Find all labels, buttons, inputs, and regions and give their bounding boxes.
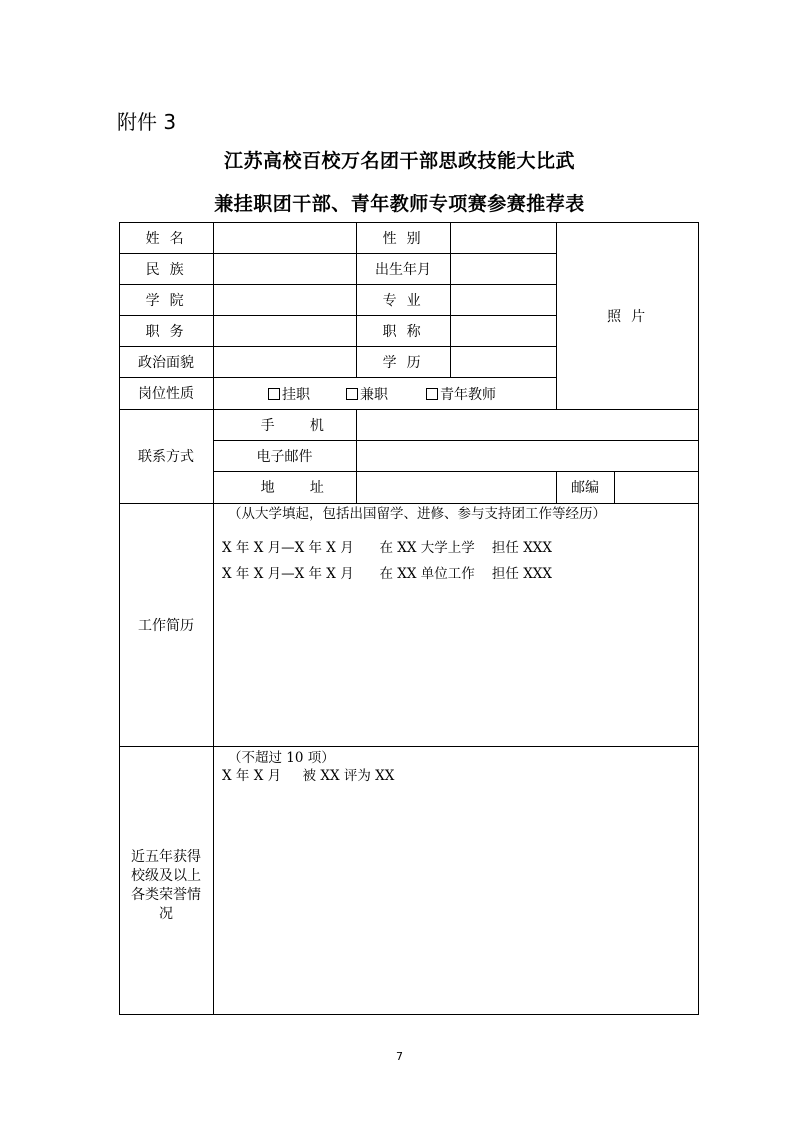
checkbox-icon [346, 388, 358, 400]
honors-hint: （不超过 10 项） [228, 750, 335, 766]
input-birth[interactable] [450, 253, 556, 284]
input-position[interactable] [213, 315, 356, 346]
honors-field[interactable] [214, 747, 698, 1014]
label-name: 姓 名 [145, 230, 187, 247]
input-education[interactable] [450, 346, 556, 377]
input-email[interactable] [356, 440, 699, 471]
checkbox-icon [426, 388, 438, 400]
resume-hint: （从大学填起，包括出国留学、进修、参与支持团工作等经历） [228, 506, 606, 522]
input-gender[interactable] [450, 222, 556, 253]
label-contact: 联系方式 [138, 449, 194, 465]
option-label: 挂职 [282, 387, 310, 403]
label-honors: 近五年获得校级及以上各类荣誉情况 [131, 849, 201, 922]
label-birth: 出生年月 [375, 261, 431, 278]
label-address: 地 址 [260, 480, 340, 496]
option-label: 青年教师 [440, 387, 496, 403]
resume-line: X 年 X 月—X 年 X 月 在 XX 单位工作 担任 XXX [222, 566, 553, 582]
input-title[interactable] [450, 315, 556, 346]
label-ethnicity: 民 族 [145, 261, 187, 278]
input-political[interactable] [213, 346, 356, 377]
label-education: 学 历 [382, 354, 424, 371]
option-guazhi[interactable] [268, 384, 310, 404]
resume-line: X 年 X 月—X 年 X 月 在 XX 大学上学 担任 XXX [222, 540, 553, 556]
form-title-line1: 江苏高校百校万名团干部思政技能大比武 [223, 150, 575, 172]
label-title: 职 称 [382, 323, 424, 340]
page-number: 7 [396, 1050, 403, 1063]
attachment-label: 附件 3 [117, 110, 177, 134]
input-ethnicity[interactable] [213, 253, 356, 284]
label-post-nature: 岗位性质 [138, 386, 194, 402]
checkbox-icon [268, 388, 280, 400]
option-young-teacher[interactable] [426, 384, 496, 404]
input-college[interactable] [213, 284, 356, 315]
label-postcode: 邮编 [571, 480, 599, 496]
input-postcode[interactable] [614, 471, 699, 503]
option-label: 兼职 [360, 387, 388, 403]
input-address[interactable] [356, 471, 556, 503]
label-position: 职 务 [145, 323, 187, 340]
label-phone: 手 机 [260, 417, 340, 434]
honors-line: X 年 X 月 被 XX 评为 XX [222, 768, 395, 784]
label-resume: 工作简历 [138, 617, 194, 634]
label-college: 学 院 [145, 292, 187, 309]
input-phone[interactable] [356, 409, 699, 440]
label-major: 专 业 [382, 292, 424, 309]
label-gender: 性 别 [382, 230, 424, 247]
photo-area[interactable]: 照 片 [607, 308, 648, 325]
option-jianzhi[interactable] [346, 384, 388, 404]
input-name[interactable] [213, 222, 356, 253]
form-title-line2: 兼挂职团干部、青年教师专项赛参赛推荐表 [214, 193, 585, 215]
label-political: 政治面貌 [138, 354, 194, 371]
input-major[interactable] [450, 284, 556, 315]
label-email: 电子邮件 [256, 448, 313, 465]
